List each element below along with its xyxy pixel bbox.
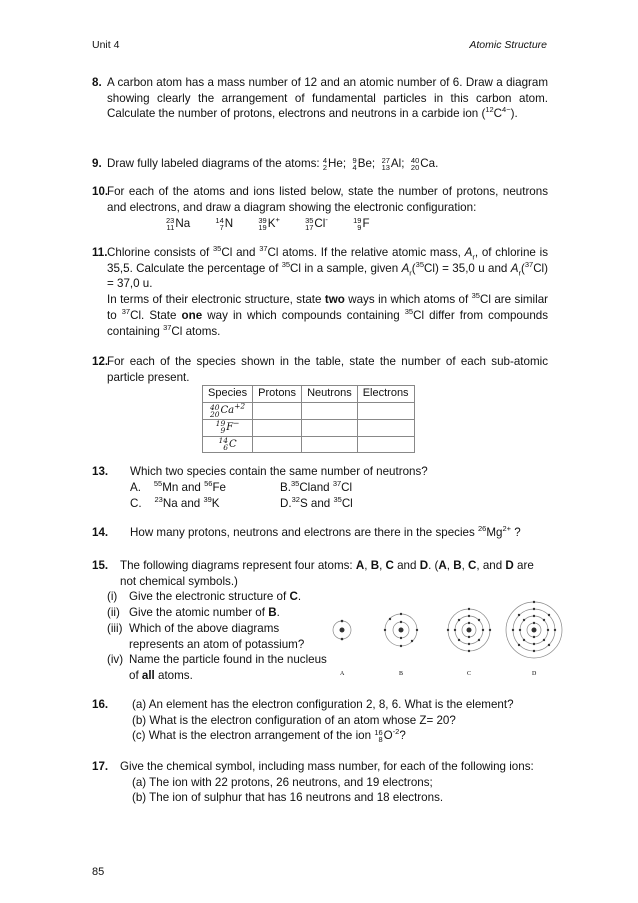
species-cell: 40 20 $Ca^{+2}$ [203, 403, 253, 420]
atom-diagram-c [447, 608, 491, 677]
question-14 [92, 525, 548, 541]
option-a[interactable]: A. $^{55}$Mn and $^{56}$Fe [130, 478, 226, 494]
text-end: ). [510, 107, 518, 121]
question-number: 12. [92, 355, 109, 368]
answer-cell[interactable] [302, 436, 358, 453]
question-text [132, 697, 548, 744]
column-header: Electrons [357, 386, 414, 403]
answer-cell[interactable] [253, 436, 302, 453]
nuclide-f: 19 9 F [353, 216, 370, 233]
option-c[interactable]: C. $^{23}$Na and $^{39}$K [130, 494, 220, 510]
question-11 [92, 245, 548, 339]
question-9 [92, 156, 548, 172]
table-header-row [203, 386, 415, 403]
question-number: 16. [92, 698, 109, 711]
column-header: Neutrons [302, 386, 358, 403]
answer-cell[interactable] [253, 419, 302, 436]
question-number: 11. [92, 246, 108, 259]
answer-cell[interactable] [302, 403, 358, 420]
diagram-label-c: C [467, 671, 472, 677]
question-text: For each of the atoms and ions listed below, state the number of protons, neutrons and electrons, and draw a diagram showing the electronic configuration: [107, 185, 548, 214]
question-12 [92, 354, 548, 453]
atom-diagram-a [333, 620, 351, 677]
question-17 [92, 759, 548, 806]
table-row [203, 403, 415, 420]
question-text: Draw fully labeled diagrams of the atoms: [107, 157, 323, 170]
header-unit: Unit 4 [92, 39, 120, 51]
part-b: (b) The ion of sulphur that has 16 neutrons and 18 electrons. [132, 791, 444, 805]
species-cell: 19 9 F− [203, 419, 253, 436]
answer-cell[interactable] [357, 436, 414, 453]
question-16 [92, 697, 548, 744]
column-header: Protons [253, 386, 302, 403]
question-text: Give the chemical symbol, including mass number, for each of the following ions: [120, 760, 534, 773]
diagram-label-b: B [399, 671, 404, 677]
nuclide-k: 39 19 K+ [258, 215, 280, 233]
table-row [203, 419, 415, 436]
part-c: (c) What is the electron arrangement of the ion 16 8 $O^{-2}$? [132, 727, 406, 745]
question-10 [92, 184, 548, 232]
question-text: A carbon atom has a mass number of 12 and an atomic number of 6. Draw a diagram showing clearly the arrangement of fundamental particles in this carbon atom. Calculate the number of protons, electrons and neutrons in a carbide ion ( [107, 76, 548, 121]
mass-number: 12 [485, 105, 494, 115]
part-b: (b) What is the electron configuration of an atom whose Z= 20? [132, 713, 456, 727]
nuclide-al: 27 13 Al; [381, 155, 405, 172]
question-number: 10. [92, 185, 109, 198]
question-text: Which two species contain the same number of neutrons? [130, 465, 428, 478]
column-header: Species [203, 386, 253, 403]
question-text: How many protons, neutrons and electrons are there in the species $^{26}Mg^{2+}$ ? [130, 524, 521, 539]
options [130, 480, 548, 512]
question-number: 15. [92, 559, 109, 572]
question-number: 8. [92, 76, 102, 89]
species-cell: 14 6 C [203, 436, 253, 453]
nuclide-he: 4 2 He; [322, 155, 347, 172]
species-table [202, 385, 415, 453]
nuclide-cl: 35 17 Cl- [305, 215, 328, 233]
ion-symbol: C [493, 107, 503, 121]
header-topic: Atomic Structure [469, 39, 547, 51]
sub-question-iii: (iii) Which of the above diagrams represents an atom of potassium? [107, 621, 305, 651]
diagram-label-d: D [532, 671, 537, 677]
answer-cell[interactable] [253, 403, 302, 420]
species-list [166, 216, 548, 232]
page-number: 85 [92, 866, 105, 878]
question-number: 17. [92, 760, 109, 773]
question-8 [92, 75, 548, 122]
part-a: (a) An element has the electron configuration 2, 8, 6. What is the element? [132, 698, 514, 711]
nuclide-ca: 40 20 Ca. [410, 155, 439, 172]
table-row [203, 436, 415, 453]
question-13 [92, 464, 548, 512]
answer-cell[interactable] [302, 419, 358, 436]
ion-charge: 4− [502, 105, 511, 115]
question-text: Chlorine consists of $^{35}$Cl and $^{37}$Cl atoms. If the relative atomic mass, $A_r$, of chlorine is 35,5. Calculate the percentage of $^{35}$Cl in a sample, given $A_r(^{35}Cl) = 35,0$ u and $A_r(^{37}Cl) = 37,0$ u. In terms of their electronic structure, state two ways in which atoms of $^{35}$Cl are similar to $^{37}$Cl. State one way in which compounds containing $^{35}$Cl differ from compounds containing $^{37}$Cl atoms. [107, 244, 549, 338]
atom-diagrams [328, 595, 568, 677]
nuclide-n: 14 7 N [215, 216, 234, 233]
answer-cell[interactable] [357, 419, 414, 436]
diagram-label-a: A [340, 671, 345, 677]
nuclide-be: 9 4 Be; [352, 155, 376, 172]
question-number: 13. [92, 465, 109, 478]
sub-question-ii: (ii) Give the atomic number of B. [107, 606, 280, 620]
question-number: 9. [92, 157, 102, 170]
sub-question-iv: (iv) Name the particle found in the nucleus of all atoms. [107, 653, 327, 682]
answer-cell[interactable] [357, 403, 414, 420]
part-a: (a) The ion with 22 protons, 26 neutrons, and 19 electrons; [132, 775, 433, 789]
option-d[interactable]: D.$^{32}$S and $^{35}$Cl [280, 494, 353, 510]
question-text: The following diagrams represent four atoms: A, B, C and D. (A, B, C, and D are not chemical symbols.) [120, 559, 534, 588]
question-text: For each of the species shown in the table, state the number of each sub-atomic particle present. [107, 355, 548, 384]
atom-diagram-b [384, 613, 418, 677]
option-b[interactable]: B.$^{35}$Cland $^{37}$Cl [280, 478, 353, 494]
sub-questions [107, 589, 327, 683]
sub-question-i: (i) Give the electronic structure of C. [107, 590, 302, 604]
question-number: 14. [92, 526, 109, 539]
atom-diagram-d [506, 601, 562, 677]
nuclide-na: 23 11 Na [166, 216, 191, 233]
